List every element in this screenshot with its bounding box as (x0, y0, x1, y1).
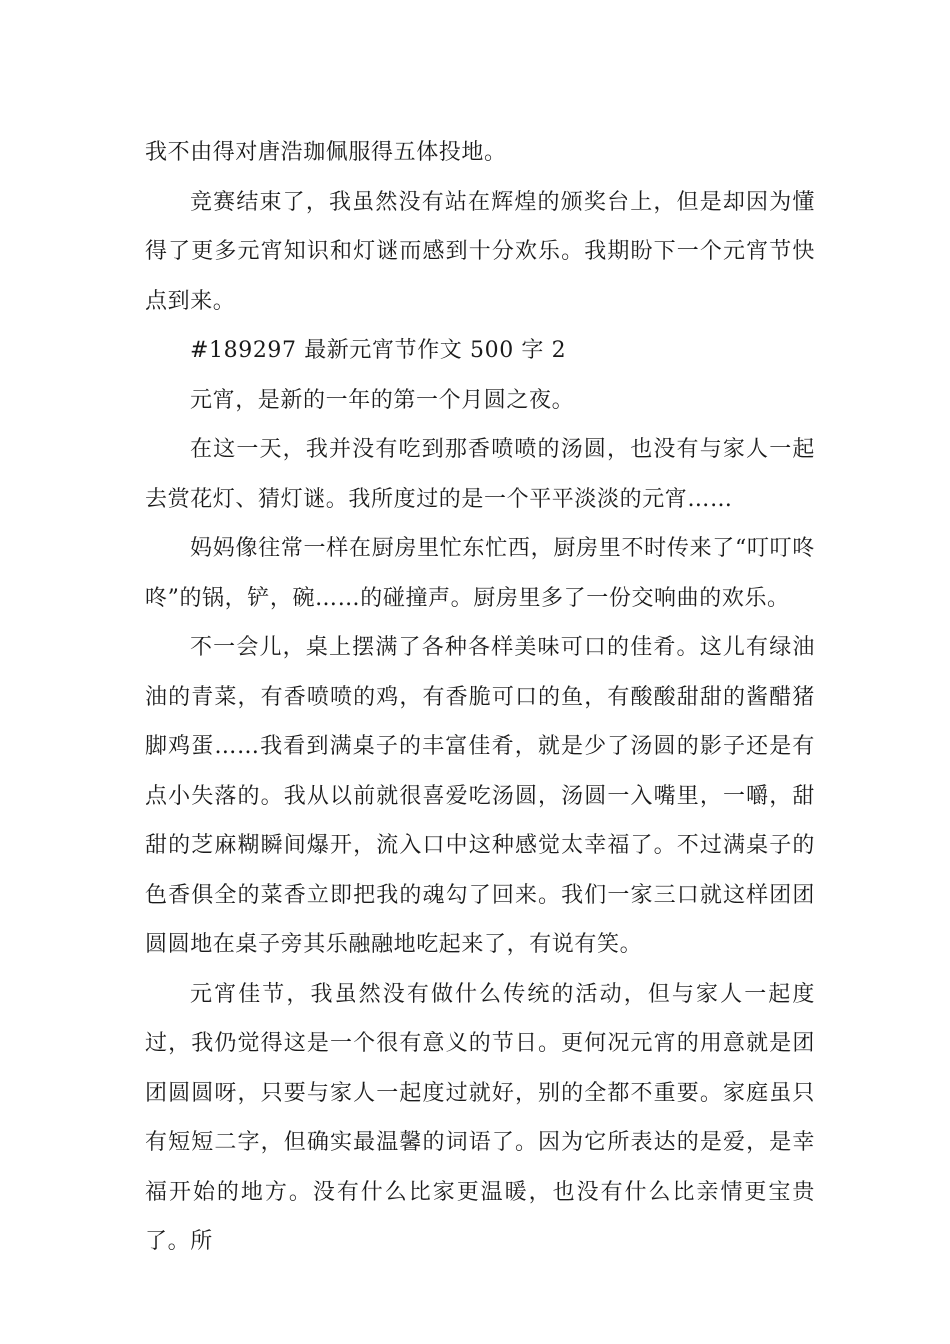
paragraph-1: 我不由得对唐浩珈佩服得五体投地。 (145, 140, 507, 165)
paragraph-4: 在这一天，我并没有吃到那香喷喷的汤圆，也没有与家人一起去赏花灯、猜灯谜。我所度过的是一个平平淡淡的元宵…… (145, 437, 815, 512)
paragraph-3: 元宵，是新的一年的第一个月圆之夜。 (190, 387, 575, 413)
section-heading: #189297 最新元宵节作文 500 字 2 (190, 338, 567, 363)
paragraph-7: 元宵佳节，我虽然没有做什么传统的活动，但与家人一起度过，我仍觉得这是一个很有意义的节日。更何况元宵的用意就是团团圆圆呀，只要与家人一起度过就好，别的全都不重要。家庭虽只有短短二字，但确实最温馨的词语了。因为它所表达的是爱，是幸福开始的地方。没有什么比家更温暖，也没有什么比亲情更宝贵了。所 (145, 981, 815, 1254)
paragraph-2: 竞赛结束了，我虽然没有站在辉煌的颁奖台上，但是却因为懂得了更多元宵知识和灯谜而感到十分欢乐。我期盼下一个元宵节快点到来。 (145, 189, 815, 314)
paragraph-5: 妈妈像往常一样在厨房里忙东忙西，厨房里不时传来了“叮叮咚咚”的锅，铲，碗……的碰撞声。厨房里多了一份交响曲的欢乐。 (145, 536, 815, 611)
paragraph-6: 不一会儿，桌上摆满了各种各样美味可口的佳肴。这儿有绿油油的青菜，有香喷喷的鸡，有香脆可口的鱼，有酸酸甜甜的酱醋猪脚鸡蛋……我看到满桌子的丰富佳肴，就是少了汤圆的影子还是有点小失落的。我从以前就很喜爱吃汤圆，汤圆一入嘴里，一嚼，甜甜的芝麻糊瞬间爆开，流入口中这种感觉太幸福了。不过满桌子的色香俱全的菜香立即把我的魂勾了回来。我们一家三口就这样团团圆圆地在桌子旁其乐融融地吃起来了，有说有笑。 (145, 635, 815, 957)
document-body (145, 128, 815, 1267)
